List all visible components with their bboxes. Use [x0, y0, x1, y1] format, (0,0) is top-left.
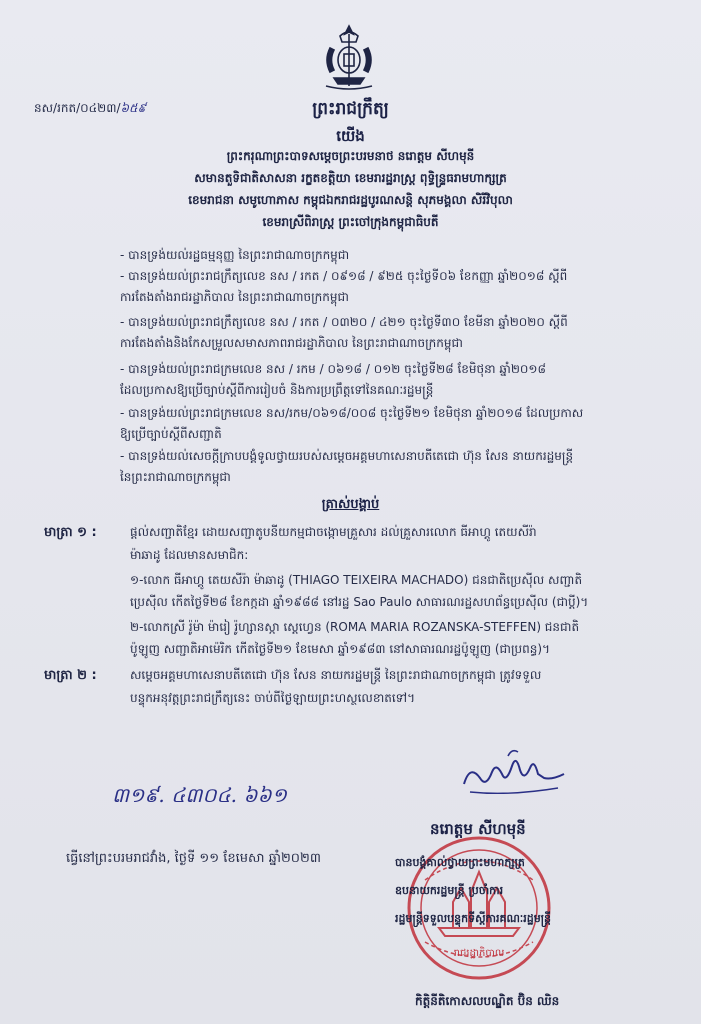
visa-line: ឱ្យប្រើច្បាប់ស្តីពីសញ្ជាតិ: [120, 427, 222, 441]
visa-line: ការតែងតាំងរាជរដ្ឋាភិបាល នៃព្រះរាជាណាចក្រកម្ពុជា: [120, 290, 349, 304]
royal-coat-of-arms-icon: [316, 22, 382, 94]
place-and-date: ធ្វើនៅព្រះបរមរាជវាំង, ថ្ងៃទី ១១ ខែមេសា ឆ្នាំ២០២៣: [66, 851, 321, 866]
document-subtitle: យើង: [336, 127, 365, 145]
visa-line: - បានទ្រង់យល់រដ្ឋធម្មនុញ្ញ នៃព្រះរាជាណាចក្រកម្ពុជា: [120, 248, 350, 262]
reference-number-print: នស/រកត/០៤២៣/: [34, 101, 121, 115]
seal-text: រាជរដ្ឋាភិបាល: [453, 948, 505, 959]
countersign-line: ឧបនាយករដ្ឋមន្ត្រី ប្រចាំការ: [395, 884, 504, 897]
document-title: ព្រះរាជក្រឹត្យ: [312, 99, 389, 119]
article-1-line: ផ្តល់សញ្ជាតិខ្មែរ ដោយសញ្ជាតូបនីយកម្មជាចង្កោមគ្រួសារ ដល់គ្រួសារលោក ធីអាហ្គូ តេយសីរ៉ា: [130, 525, 537, 539]
royal-title-line: ខេមរាជនា សមូហោភាស កម្ពុជឯករាជរដ្ឋបូរណសន្តិ សុភមង្គលា សិរីវិបុលា: [188, 193, 513, 207]
article-1-line: ម៉ាឆាដូ ដែលមានសមាជិក:: [130, 548, 249, 562]
article-1-line: ប៉ូឡូញ សញ្ជាតិអាម៉េរិក កើតថ្ងៃទី២១ ខែមេសា ឆ្នាំ១៩៨៣ នៅសាធារណរដ្ឋប៉ូឡូញ (ជាប្រពន្ធ)។: [130, 642, 550, 656]
visa-line: - បានទ្រង់យល់ព្រះរាជក្រឹត្យលេខ នស / រកត / ០៩១៨ / ៩២៥ ចុះថ្ងៃទី០៦ ខែកញ្ញា ឆ្នាំ២០១៨ ស្តីពី: [120, 269, 568, 283]
visa-line: - បានទ្រង់យល់សេចក្តីក្រាបបង្គំទូលថ្វាយរបស់សម្តេចអគ្គមហាសេនាបតីតេជោ ហ៊ុន សែន នាយករដ្ឋមន្ត្រី: [120, 449, 574, 463]
visa-line: - បានទ្រង់យល់ព្រះរាជក្រមលេខ នស/រកម/០៦១៨/០០៨ ចុះថ្ងៃទី២១ ខែមិថុនា ឆ្នាំ២០១៨ ដែលប្រកាស: [120, 406, 584, 420]
article-1-label: មាត្រា ១ :: [44, 525, 97, 540]
royal-title-line: ព្រះករុណាព្រះបាទសម្តេចព្រះបរមនាថ នរោត្តម សីហមុនី: [226, 149, 475, 163]
countersign-line: បានបង្គំគាល់ថ្វាយព្រះមហាក្សត្រ: [395, 856, 525, 869]
reference-number-handwritten: ៦៥៩: [120, 101, 147, 115]
visa-line: ដែលប្រកាសឱ្យប្រើច្បាប់ស្តីពីការរៀបចំ និងការប្រព្រឹត្តទៅនៃគណៈរដ្ឋមន្ត្រី: [120, 383, 434, 397]
royal-title-line: ខេមរាស្រីពិរាស្ត្រ ព្រះចៅក្រុងកម្ពុជាធិបតី: [262, 215, 439, 229]
decision-heading: ត្រាស់បង្គាប់: [321, 497, 380, 512]
royal-signature-icon: [460, 744, 568, 796]
visa-line: - បានទ្រង់យល់ព្រះរាជក្រមលេខ នស / រកម / ០៦១៨ / ០១២ ចុះថ្ងៃទី២៨ ខែមិថុនា ឆ្នាំ២០១៨: [120, 362, 546, 376]
article-1-line: ប្រេស៊ីល កើតថ្ងៃទី២៨ ខែកក្កដា ឆ្នាំ១៩៨៨ នៅរដ្ឋ Sao Paulo សាធារណរដ្ឋសហព័ន្ធប្រេស៊ីល (ជាប្តី)។: [130, 595, 589, 609]
visa-line: ការតែងតាំងនិងកែសម្រួលសមាសភាពរាជរដ្ឋាភិបាល នៃព្រះរាជាណាចក្រកម្ពុជា: [120, 336, 463, 350]
article-2-label: មាត្រា ២ :: [44, 668, 97, 683]
article-1-line: ១-លោក ធីអាហ្គូ តេយសីរ៉ា ម៉ាឆាដូ (THIAGO TEIXEIRA MACHADO) ជនជាតិប្រេស៊ីល សញ្ជាតិ: [130, 573, 583, 587]
article-1-line: ២-លោកស្រី រ៉ូម៉ា ម៉ារៀ រ៉ូហ្សានស្កា ស្តេហ្វេន (ROMA MARIA ROZANSKA-STEFFEN) ជនជាតិ: [130, 620, 580, 634]
visa-line: នៃព្រះរាជាណាចក្រកម្ពុជា: [120, 470, 231, 484]
countersign-name: កិត្តិនីតិកោសលបណ្ឌិត ប៊ិន ឈិន: [415, 994, 560, 1008]
signatory-name: នរោត្តម សីហមុនី: [430, 820, 526, 838]
article-2-line: សម្តេចអគ្គមហាសេនាបតីតេជោ ហ៊ុន សែន នាយករដ្ឋមន្ត្រី នៃព្រះរាជាណាចក្រកម្ពុជា ត្រូវទទួល: [130, 668, 542, 682]
government-seal-icon: [395, 832, 569, 982]
visa-line: - បានទ្រង់យល់ព្រះរាជក្រឹត្យលេខ នស / រកត / ០៣២០ / ៤២១ ចុះថ្ងៃទី៣០ ខែមីនា ឆ្នាំ២០២០ ស្តីពី: [120, 315, 568, 329]
handwritten-date: ៣១៩. ៤៣០៤. ៦៦១: [112, 783, 287, 807]
countersign-line: រដ្ឋមន្ត្រីទទួលបន្ទុកទីស្តីការគណៈរដ្ឋមន្ត្រី: [395, 912, 552, 925]
royal-title-line: សមានតួទិជាតិសាសនា រក្ខតខត្តិយា ខេមរារដ្ឋរាស្ត្រ ពុទ្ធិន្ទ្រធរាមហាក្សត្រ: [194, 171, 507, 185]
article-2-line: បន្ទុកអនុវត្តព្រះរាជក្រឹត្យនេះ ចាប់ពីថ្ងៃឡាយព្រះហស្ថលេខាតទៅ។: [130, 691, 416, 705]
